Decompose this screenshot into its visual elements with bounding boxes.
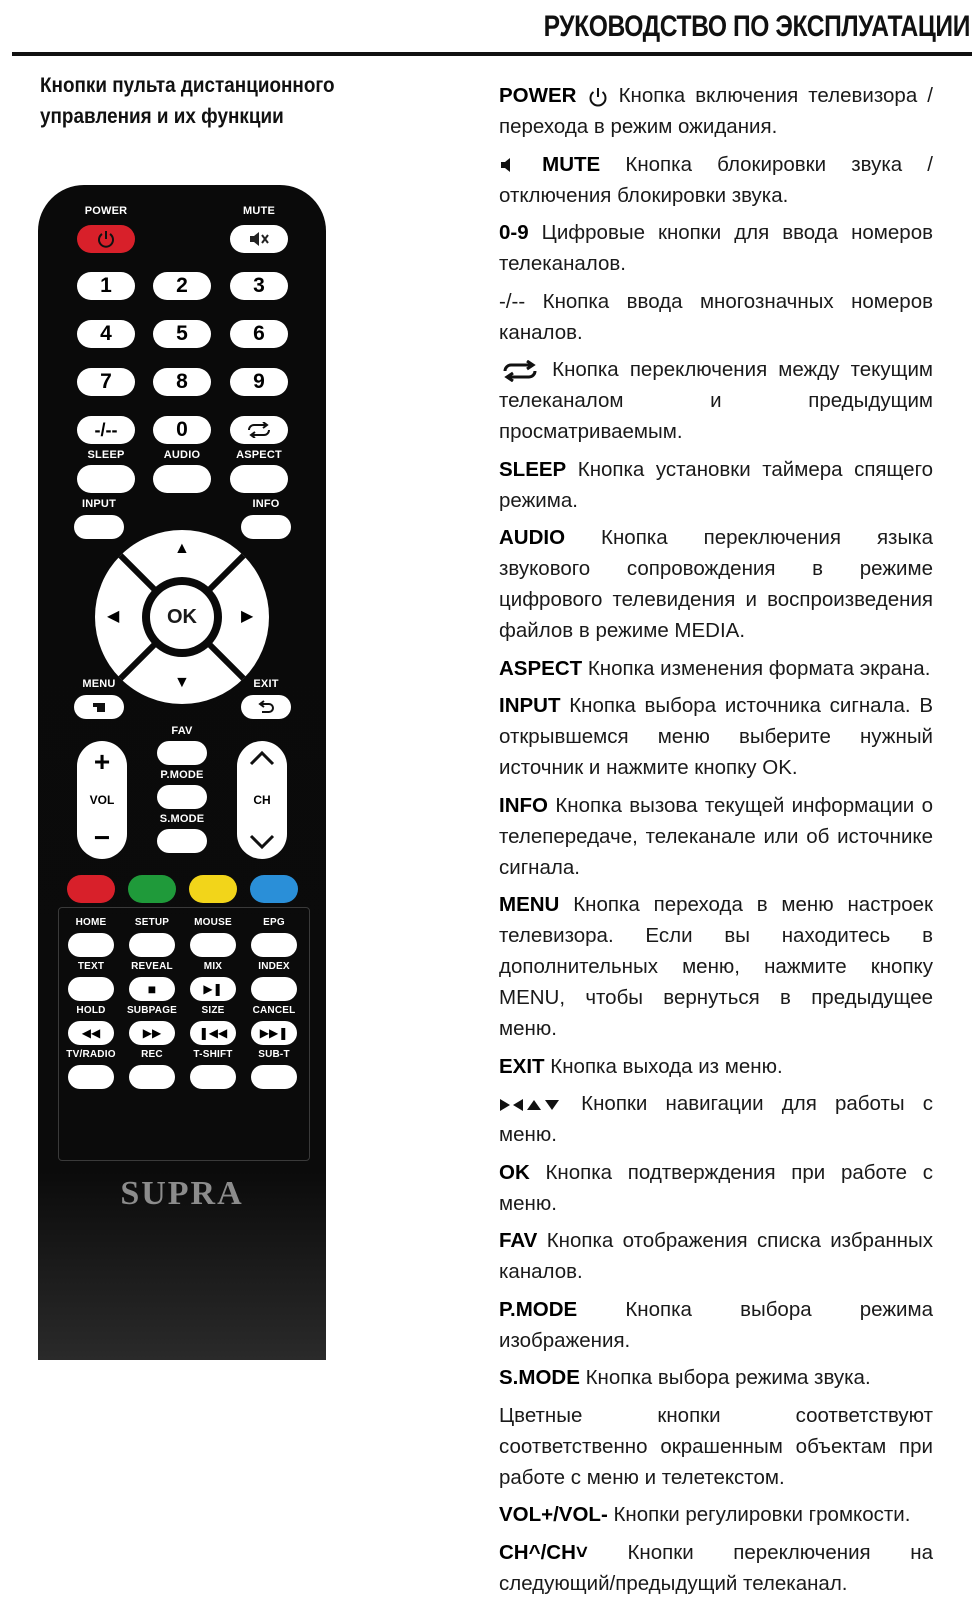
remote-control-illustration <box>38 185 326 1360</box>
subpage-label: SUBPAGE <box>126 1005 178 1016</box>
power-icon <box>587 86 609 108</box>
red-button[interactable] <box>67 875 115 903</box>
desc-nav-text: Кнопки навигации для работы с меню. <box>499 1092 933 1146</box>
blue-button[interactable] <box>250 875 298 903</box>
speaker-icon <box>499 157 517 173</box>
arrow-down-icon[interactable]: ▼ <box>174 674 190 691</box>
rec-button[interactable] <box>129 1065 175 1089</box>
menu-icon <box>92 701 106 713</box>
desc-pmode <box>499 1294 933 1356</box>
arrow-up-icon[interactable]: ▲ <box>174 540 190 557</box>
recall-button[interactable] <box>230 416 288 444</box>
setup-button[interactable] <box>129 933 175 957</box>
desc-menu-key: MENU <box>499 893 560 916</box>
green-button[interactable] <box>128 875 176 903</box>
ok-button[interactable]: OK <box>150 585 214 649</box>
channel-up-icon[interactable] <box>248 749 276 767</box>
desc-power-text: Кнопка включения телевизора / перехода в режим ожидания. <box>499 84 933 138</box>
desc-dash-text: -/-- Кнопка ввода многозначных номеров каналов. <box>499 289 933 344</box>
text-label: TEXT <box>77 961 105 972</box>
digit-3-button[interactable]: 3 <box>230 272 288 300</box>
desc-exit <box>499 1051 933 1082</box>
t-shift-label: T-SHIFT <box>193 1049 233 1060</box>
mute-label: MUTE <box>243 205 275 217</box>
desc-pmode-key: P.MODE <box>499 1297 578 1321</box>
text-button[interactable] <box>68 977 114 1001</box>
mute-icon <box>248 230 270 248</box>
digit-6-button[interactable]: 6 <box>230 320 288 348</box>
cancel-next-button[interactable] <box>251 1021 297 1045</box>
desc-input-key: INPUT <box>499 694 561 717</box>
desc-ok <box>499 1157 933 1219</box>
desc-vol <box>499 1499 933 1530</box>
menu-label: MENU <box>82 678 116 690</box>
subpage-forward-button[interactable] <box>129 1021 175 1045</box>
desc-sleep-key: SLEEP <box>499 457 567 481</box>
sub-t-button[interactable] <box>251 1065 297 1089</box>
index-button[interactable] <box>251 977 297 1001</box>
desc-aspect <box>499 653 933 684</box>
play-pause-icon: ▶❚ <box>203 982 223 996</box>
pmode-button[interactable] <box>157 785 207 809</box>
desc-mute <box>499 149 933 211</box>
desc-info-key: INFO <box>499 793 548 817</box>
rewind-icon: ◀◀ <box>81 1026 101 1040</box>
recall-icon <box>499 360 541 382</box>
desc-fav-key: FAV <box>499 1229 538 1252</box>
digit-8-button[interactable]: 8 <box>153 368 211 396</box>
reveal-label: REVEAL <box>131 961 173 972</box>
size-label: SIZE <box>201 1005 225 1016</box>
desc-vol-key: VOL+/VOL- <box>499 1503 608 1526</box>
desc-ch-text: Кнопки переключения на следующий/предыдущий телеканал. <box>499 1540 933 1595</box>
fav-button[interactable] <box>157 741 207 765</box>
exit-label: EXIT <box>253 678 279 690</box>
dash-button[interactable]: -/-- <box>77 416 135 444</box>
desc-audio <box>499 522 933 646</box>
desc-vol-text: Кнопки регулировки громкости. <box>613 1503 911 1526</box>
input-button[interactable] <box>74 515 124 539</box>
sub-t-label: SUB-T <box>258 1049 290 1060</box>
digit-5-button[interactable]: 5 <box>153 320 211 348</box>
t-shift-button[interactable] <box>190 1065 236 1089</box>
exit-icon <box>257 700 275 714</box>
fast-forward-icon: ▶▶ <box>142 1026 162 1040</box>
digit-9-button[interactable]: 9 <box>230 368 288 396</box>
cancel-label: CANCEL <box>252 1005 296 1016</box>
pmode-label: P.MODE <box>160 769 204 781</box>
sleep-label: SLEEP <box>87 449 125 461</box>
yellow-button[interactable] <box>189 875 237 903</box>
arrow-left-icon[interactable]: ◀ <box>107 608 120 625</box>
sleep-button[interactable] <box>77 465 135 493</box>
desc-recall <box>499 354 933 447</box>
desc-ch-key: CH^/CH˅ <box>499 1540 588 1564</box>
desc-audio-key: AUDIO <box>499 526 566 549</box>
desc-input <box>499 690 933 783</box>
desc-info-text: Кнопка вызова текущей информации о телепередаче, телеканале или об источнике сигнала. <box>499 793 933 879</box>
tv-radio-label: TV/RADIO <box>66 1049 116 1060</box>
stop-icon: ■ <box>147 981 157 997</box>
power-label: POWER <box>84 205 128 217</box>
navigation-arrows-icon <box>499 1097 563 1113</box>
home-label: HOME <box>75 917 107 928</box>
desc-color <box>499 1400 933 1493</box>
info-label: INFO <box>252 498 280 510</box>
digit-2-button[interactable]: 2 <box>153 272 211 300</box>
digit-0-button[interactable]: 0 <box>153 416 211 444</box>
size-prev-button[interactable] <box>190 1021 236 1045</box>
mute-button[interactable] <box>230 225 288 253</box>
tv-radio-button[interactable] <box>68 1065 114 1089</box>
desc-ok-text: Кнопка подтверждения при работе с меню. <box>499 1160 933 1215</box>
brand-logo: SUPRA <box>120 1175 244 1212</box>
desc-smode-text: Кнопка выбора режима звука. <box>585 1366 871 1389</box>
smode-label: S.MODE <box>159 813 205 825</box>
desc-ch <box>499 1537 933 1599</box>
desc-digits <box>499 217 933 279</box>
mix-label: MIX <box>203 961 223 972</box>
aspect-button[interactable] <box>230 465 288 493</box>
desc-sleep-text: Кнопка установки таймера спящего режима. <box>499 457 933 512</box>
mouse-button[interactable] <box>190 933 236 957</box>
channel-down-icon[interactable] <box>248 833 276 851</box>
volume-up-icon[interactable]: + <box>93 746 111 777</box>
volume-rocker[interactable] <box>77 741 127 859</box>
desc-dash <box>499 286 933 348</box>
desc-info <box>499 790 933 883</box>
desc-exit-text: Кнопка выхода из меню. <box>550 1054 783 1078</box>
setup-label: SETUP <box>134 917 170 928</box>
volume-label: VOL <box>89 793 115 807</box>
section-title: Кнопки пульта дистанционного управления и их функции <box>40 74 335 128</box>
desc-input-text: Кнопка выбора источника сигнала. В открывшемся меню выберите нужный источник и нажмите кнопку OK. <box>499 694 933 779</box>
epg-label: EPG <box>263 917 285 928</box>
rec-label: REC <box>141 1049 163 1060</box>
exit-button[interactable] <box>241 695 291 719</box>
digit-7-button[interactable]: 7 <box>77 368 135 396</box>
digit-4-button[interactable]: 4 <box>77 320 135 348</box>
audio-label: AUDIO <box>163 449 201 461</box>
power-icon <box>96 229 116 249</box>
mouse-label: MOUSE <box>194 917 232 928</box>
desc-fav-text: Кнопка отображения списка избранных каналов. <box>499 1229 933 1283</box>
desc-aspect-key: ASPECT <box>499 656 583 680</box>
power-button[interactable] <box>77 225 135 253</box>
channel-rocker[interactable] <box>237 741 287 859</box>
hold-label: HOLD <box>76 1005 106 1016</box>
aspect-label: ASPECT <box>236 449 282 461</box>
digit-1-button[interactable]: 1 <box>77 272 135 300</box>
desc-digits-key: 0-9 <box>499 221 529 244</box>
index-label: INDEX <box>258 961 290 972</box>
skip-forward-icon: ▶▶❚ <box>259 1026 289 1040</box>
channel-label: CH <box>253 793 271 807</box>
desc-mute-key: MUTE <box>542 152 601 176</box>
desc-smode <box>499 1362 933 1393</box>
mix-play-pause-button[interactable] <box>190 977 236 1001</box>
input-label: INPUT <box>82 498 116 510</box>
desc-smode-key: S.MODE <box>499 1366 580 1389</box>
fav-label: FAV <box>171 725 193 737</box>
desc-sleep <box>499 454 933 516</box>
reveal-stop-button[interactable] <box>129 977 175 1001</box>
page-header-title: РУКОВОДСТВО ПО ЭКСПЛУАТАЦИИ <box>543 10 970 43</box>
desc-nav <box>499 1088 933 1150</box>
desc-aspect-text: Кнопка изменения формата экрана. <box>587 656 931 680</box>
info-button[interactable] <box>241 515 291 539</box>
desc-color-text: Цветные кнопки соответствуют соответственно окрашенным объектам при работе с меню и телетекстом. <box>499 1403 933 1489</box>
desc-menu-text: Кнопка перехода в меню настроек телевизора. Если вы находитесь в дополнительных меню, нажмите кнопку MENU, чтобы вернуться в предыдущее меню. <box>499 893 934 1040</box>
audio-button[interactable] <box>153 465 211 493</box>
header-rule <box>12 52 972 56</box>
desc-digits-text: Цифровые кнопки для ввода номеров телеканалов. <box>499 221 933 275</box>
desc-power <box>499 80 933 142</box>
smode-button[interactable] <box>157 829 207 853</box>
menu-button[interactable] <box>74 695 124 719</box>
desc-exit-key: EXIT <box>499 1054 545 1078</box>
desc-recall-text: Кнопка переключения между текущим телеканалом и предыдущим просматриваемым. <box>499 358 933 443</box>
skip-back-icon: ❚◀◀ <box>198 1026 228 1040</box>
epg-button[interactable] <box>251 933 297 957</box>
home-button[interactable] <box>68 933 114 957</box>
desc-pmode-text: Кнопка выбора режима изображения. <box>499 1297 933 1352</box>
desc-fav <box>499 1225 933 1287</box>
hold-rewind-button[interactable] <box>68 1021 114 1045</box>
desc-audio-text: Кнопка переключения языка звукового сопровождения в режиме цифрового телевидения и воспроизведения файлов в режиме MEDIA. <box>499 526 933 642</box>
desc-menu <box>499 889 933 1044</box>
button-descriptions <box>499 80 933 1605</box>
arrow-right-icon[interactable]: ▶ <box>241 608 254 625</box>
volume-down-icon[interactable]: − <box>93 822 111 853</box>
desc-ok-key: OK <box>499 1160 530 1184</box>
desc-power-key: POWER <box>499 84 577 107</box>
recall-icon <box>245 422 273 438</box>
desc-mute-text: Кнопка блокировки звука / отключения блокировки звука. <box>499 152 933 207</box>
